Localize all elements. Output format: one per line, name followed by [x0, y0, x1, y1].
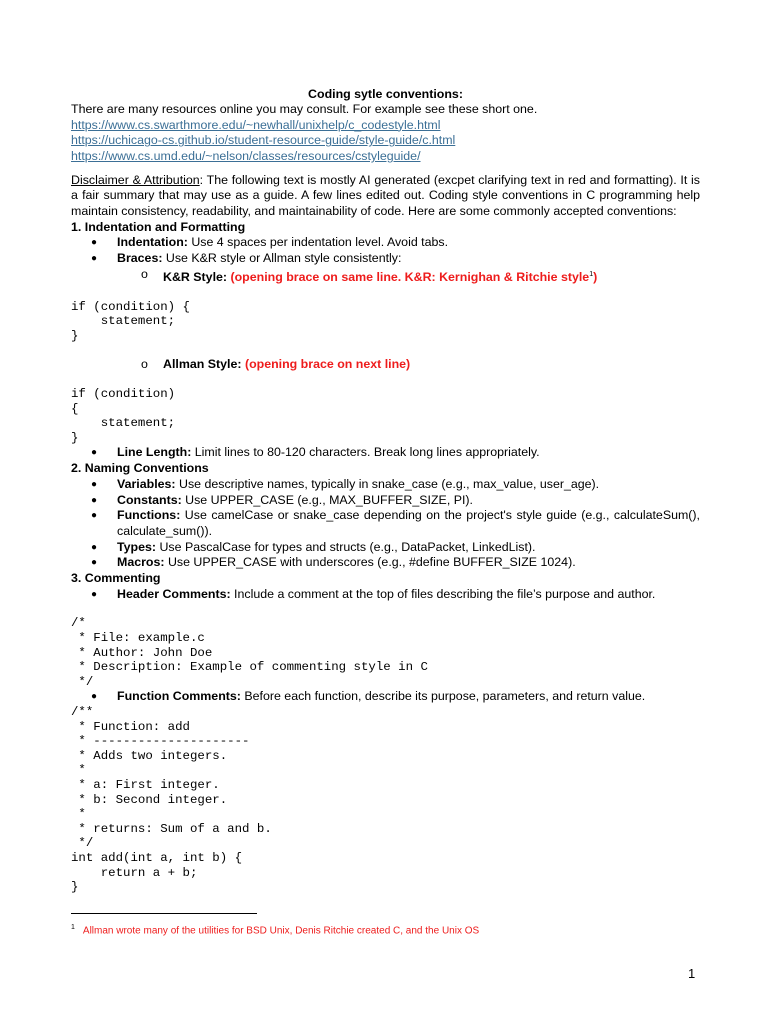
allman-style-note: (opening brace on next line) [244, 357, 411, 372]
function-comment-code-block: /** * Function: add * --------------------- * Adds two integers. * * a: First integer. * b: Second integer. * * returns: Sum of a and b. */ int add(int a, int b) { return a + b; } [71, 705, 272, 895]
bullet-icon: ● [91, 557, 98, 569]
header-comment-code-block: /* * File: example.c * Author: John Doe * Description: Example of commenting style in C */ [71, 616, 428, 689]
list-item: ● Line Length: Limit lines to 80-120 characters. Break long lines appropriately. [91, 445, 540, 460]
list-item: ● Function Comments: Before each function, describe its purpose, parameters, and return value. [91, 689, 646, 704]
bullet-icon: ● [91, 237, 98, 249]
footnote-separator [71, 913, 257, 914]
bullet-icon: ● [91, 253, 98, 264]
section-heading-commenting: 3. Commenting [71, 571, 161, 586]
bullet-icon: ● [91, 588, 98, 600]
intro-text: There are many resources online you may consult. For example see these short one. [71, 102, 538, 116]
list-item: ● Macros: Use UPPER_CASE with underscores (e.g., #define BUFFER_SIZE 1024). [91, 555, 576, 570]
footnote-text: Allman wrote many of the utilities for BSD Unix, Denis Ritchie created C, and the Unix OS [82, 925, 480, 937]
list-item: ● Variables: Use descriptive names, typically in snake_case (e.g., max_value, user_age). [91, 476, 600, 491]
footnote-number: 1 [71, 924, 75, 931]
sub-bullet-icon: o [141, 357, 148, 372]
bullet-icon: ● [91, 478, 98, 490]
footnote [71, 924, 479, 936]
bullet-icon: ● [91, 510, 98, 522]
link-uchicago[interactable]: https://uchicago-cs.github.io/student-resource-guide/style-guide/c.html [71, 133, 456, 148]
list-item: ● Constants: Use UPPER_CASE (e.g., MAX_BUFFER_SIZE, PI). [91, 492, 473, 507]
list-item: ● Types: Use PascalCase for types and structs (e.g., DataPacket, LinkedList). [91, 539, 536, 554]
indentation-list [71, 235, 700, 266]
list-item: ● Braces: Use K&R style or Allman style consistently: [91, 251, 402, 265]
function-comments-list [71, 689, 700, 705]
kr-style-item: o K&R Style: (opening brace on same line. K&R: Kernighan & Ritchie style$^1$) [141, 266, 598, 284]
section-heading-naming: 2. Naming Conventions [71, 461, 209, 476]
link-umd[interactable]: https://www.cs.umd.edu/~nelson/classes/resources/cstyleguide/ [71, 149, 421, 164]
document-title: Coding sytle conventions: [308, 87, 463, 101]
link-swarthmore[interactable]: https://www.cs.swarthmore.edu/~newhall/unixhelp/c_codestyle.html [71, 117, 441, 132]
disclaimer-text: : The following text is mostly AI generated (excpet clarifying text in red and formatting). It is a fair summary that may use as a guide. A few lines edited out. Coding style conventions in C programming help maintain consistency, readability, and maintainability of code. Here are some commonly accepted conventions: [71, 172, 700, 218]
list-item: ● Indentation: Use 4 spaces per indentation level. Avoid tabs. [91, 235, 449, 250]
list-item: ● Header Comments: Include a comment at the top of files describing the file’s purpose and author. [91, 586, 656, 601]
bullet-icon: ● [91, 541, 98, 553]
document-body [71, 86, 700, 895]
kr-style-note: (opening brace on same line. K&R: Kernighan & Ritchie style [230, 269, 590, 284]
disclaimer-paragraph [71, 173, 700, 220]
header-comments-list [71, 587, 700, 603]
bullet-icon: ● [91, 691, 98, 703]
disclaimer-label: Disclaimer & Attribution [71, 172, 200, 187]
line-length-list [71, 445, 700, 461]
bullet-icon: ● [91, 447, 98, 459]
list-item: ● Functions: Use camelCase or snake_case depending on the project's style guide (e.g., calculateSum(), calculate_sum()). [91, 508, 700, 538]
allman-style-item: o Allman Style: (opening brace on next line) [141, 357, 411, 372]
allman-code-block: if (condition) { statement; } [71, 387, 176, 445]
naming-list [71, 477, 700, 571]
bullet-icon: ● [91, 494, 98, 506]
section-heading-indentation: 1. Indentation and Formatting [71, 219, 246, 234]
footnote-ref[interactable]: 1 [589, 270, 594, 278]
sub-bullet-icon: o [141, 266, 148, 281]
kr-code-block: if (condition) { statement; } [71, 299, 190, 343]
page-number: 1 [688, 966, 696, 981]
